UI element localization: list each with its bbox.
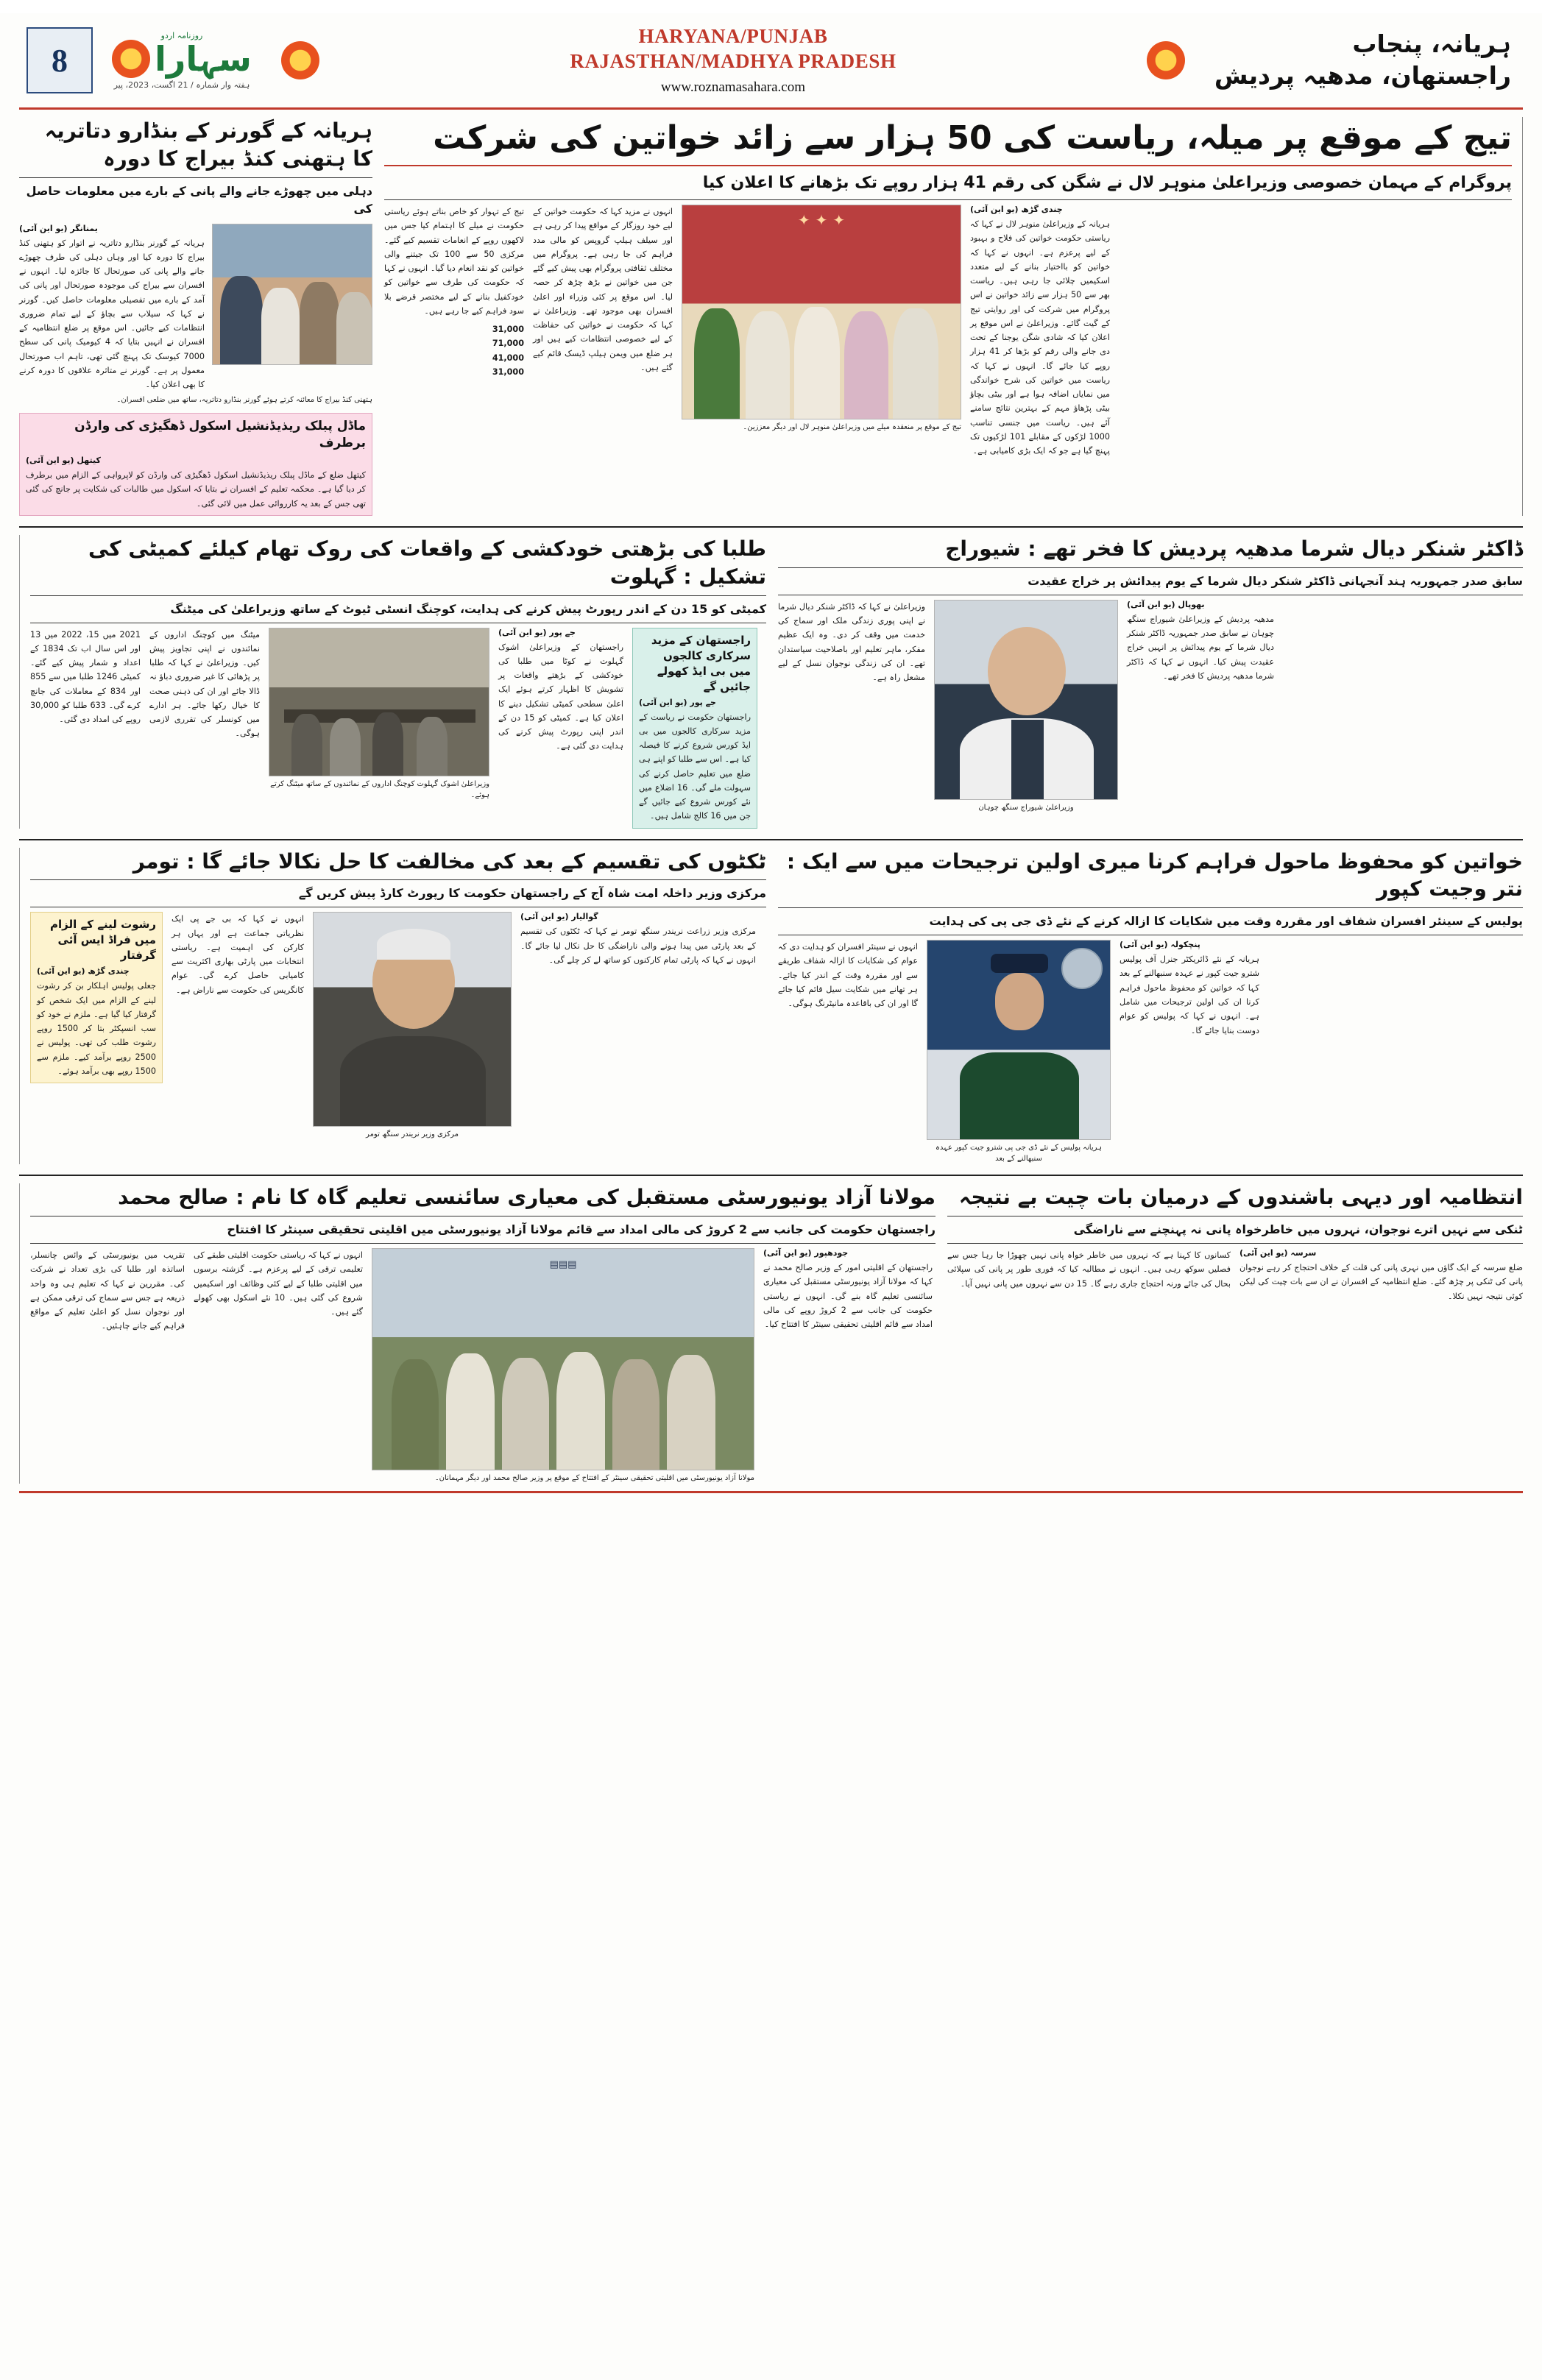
fourth-section [19, 1175, 1523, 1484]
water-text-1: ضلع سرسہ کے ایک گاؤں میں نہری پانی کی قلت کے خلاف احتجاج کر رہے نوجوان پانی کی ٹنکی پر چڑھ گئے۔ ضلع انتظامیہ کے افسران نے ان سے بات چیت کی لیکن کوئی نتیجہ نہیں نکلا۔ [1239, 1263, 1523, 1301]
tomar-subhead: مرکزی وزیر داخلہ امت شاہ آج کے راجستھان حکومت کا رپورٹ کارڈ پیش کریں گے [298, 886, 766, 901]
university-photo: ▤▤▤ [372, 1248, 754, 1470]
students-caption: وزیراعلیٰ اشوک گہلوت کوچنگ اداروں کے نمائندوں کے ساتھ میٹنگ کرتے ہوئے۔ [270, 779, 489, 799]
logo-subtitle: ہفتہ وار شمارہ / 21 اگست، 2023، پیر [113, 80, 250, 90]
panel-bed-text: راجستھان حکومت نے ریاست کے مزید سرکاری کالجوں میں بی ایڈ کورس شروع کرنے کا فیصلہ کیا ہے۔ اس سے طلبا کو اپنے ہی ضلع میں تعلیم حاصل کرنے کی سہولت ملے گی۔ 16 اضلاع میں نئے کورس شروع کیے جائیں گے جن میں 16 کالج شامل ہیں۔ [639, 712, 751, 821]
students-text-1: راجستھان کے وزیراعلیٰ اشوک گہلوت نے کوٹا میں طلبا کی خودکشی کے بڑھتے واقعات پر تشویش کا اظہار کرتے ہوئے ایک اعلیٰ سطحی کمیٹی تشکیل دینے کا اعلان کیا ہے۔ کمیٹی کو 15 دن کے اندر اپنی رپورٹ پیش کرنے کی ہدایت دی گئی ہے۔ [498, 642, 623, 751]
edition-urdu-line-2: راجستھان، مدھیہ پردیش [1214, 61, 1511, 90]
police-dateline: پنچکولہ (یو این آئی) [1120, 940, 1200, 950]
page-number: 8 [26, 27, 93, 93]
panel-si-dateline: چندی گڑھ (یو این آئی) [37, 966, 130, 977]
police-photo [927, 940, 1111, 1140]
panel-school-warden [19, 413, 372, 516]
lead-dateline: چندی گڑھ (یو این آئی) [970, 204, 1063, 214]
shivraj-photo [934, 600, 1118, 800]
lead-photo-caption: تیج کے موقع پر منعقدہ میلے میں وزیراعلیٰ منوہر لال اور دیگر معززین۔ [743, 422, 961, 431]
sun-icon-left [281, 41, 319, 79]
masthead [19, 13, 1523, 110]
article-lead [384, 117, 1523, 516]
lead-text-left: تیج کے تہوار کو خاص بناتے ہوئے ریاستی حکومت نے میلے کا اہتمام کیا جس میں لاکھوں روپے کے انعامات تقسیم کیے گئے۔ مرکزی 50 سے 100 تک جیتنے والی خواتین کو نقد انعام دیا گیا۔ انہوں نے کہا کہ حکومت کی طرف سے خواتین کو خودکفیل بنانے کے لیے مختصر قرضے بلا سود فراہم کیے جا رہے ہیں۔ [384, 206, 524, 316]
panel-bed-colleges [632, 628, 757, 829]
gov-visit-caption: ہتھنی کنڈ بیراج کا معائنہ کرتے ہوئے گورنر بنڈارو دتاتریہ، ساتھ میں ضلعی افسران۔ [116, 395, 372, 404]
panel-school-title: ماڈل پبلک ریذیڈنشیل اسکول ڈھگیڑی کی وارڈن برطرف [74, 418, 366, 451]
university-text-1: راجستھان کے اقلیتی امور کے وزیر صالح محمد نے کہا کہ مولانا آزاد یونیورسٹی مستقبل کی معیاری سائنسی تعلیم گاہ بنے گی۔ انہوں نے ریاستی حکومت کی جانب سے 2 کروڑ روپے کی مالی امداد سے قائم اقلیتی تحقیقی سینٹر کا افتتاح کیا۔ [763, 1263, 933, 1330]
police-text-1: ہریانہ کے نئے ڈائریکٹر جنرل آف پولیس شترو جیت کپور نے عہدہ سنبھالنے کے بعد کہا کہ خواتین کو محفوظ ماحول فراہم کرنا ان کی اولین ترجیحات میں شامل ہے۔ انہوں نے کہا کہ پولیس کو عوام دوست بنایا جائے گا۔ [1119, 955, 1259, 1035]
second-section [19, 526, 1523, 829]
students-photo [269, 628, 489, 776]
article-police [778, 848, 1523, 1165]
top-section [19, 117, 1523, 516]
lead-photo: ✦ ✦ ✦ [682, 205, 961, 419]
sun-icon [112, 40, 150, 78]
university-dateline: جودھپور (یو این آئی) [763, 1248, 849, 1258]
article-tomar [19, 848, 766, 1165]
panel-bed-title: راجستھان کے مزید سرکاری کالجوں میں بی ایڈ کھولے جائیں گے [651, 633, 751, 693]
police-text-2: انہوں نے سینئر افسران کو ہدایت دی کہ عوام کی شکایات کا ازالہ شفاف طریقے سے اور مقررہ وقت کے اندر کیا جائے۔ ہر تھانے میں شکایت سیل قائم کیا جائے گا اور ان کی باقاعدہ مانیٹرنگ ہوگی۔ [778, 942, 918, 1009]
water-text-2: کسانوں کا کہنا ہے کہ نہروں میں خاطر خواہ پانی نہیں چھوڑا جا رہا جس سے فصلیں سوکھ رہی ہیں۔ انہوں نے مطالبہ کیا کہ فوری طور پر پانی کی سپلائی بحال کی جائے ورنہ احتجاج جاری رہے گا۔ 15 دن سے نہروں میں پانی نہیں آیا۔ [947, 1250, 1231, 1289]
police-headline: خواتین کو محفوظ ماحول فراہم کرنا میری اولین ترجیحات میں سے ایک : نتر وجیت کپور [786, 849, 1523, 902]
tomar-caption: مرکزی وزیر نریندر سنگھ تومر [366, 1130, 459, 1139]
panel-school-dateline: کیتھل (یو این آئی) [26, 456, 101, 466]
gov-visit-photo [212, 224, 372, 365]
article-governor-visit [19, 117, 372, 516]
shivraj-subhead: سابق صدر جمہوریہ ہند آنجہانی ڈاکٹر شنکر دیال شرما کے یوم پیدائش پر خراج عقیدت [1028, 573, 1523, 588]
university-caption: مولانا آزاد یونیورسٹی میں اقلیتی تحقیقی سینٹر کے افتتاح کے موقع پر وزیر صالح محمد اور دیگر مہمانان۔ [434, 1474, 754, 1483]
lead-text-right: ہریانہ کے وزیراعلیٰ منوہر لال نے کہا کہ ریاستی حکومت خواتین کی فلاح و بہبود کے لیے پرعزم ہے۔ انہوں نے کہا کہ خواتین کو بااختیار بنانے کے لیے متعدد اسکیمیں چلائی جا رہی ہیں۔ ریاست بھر سے 50 ہزار سے زائد خواتین نے اس پروگرام میں شرکت کی اور روایتی تیج کے گیت گائے۔ وزیراعلیٰ نے اس موقع پر اعلان کیا کہ شادی شگن یوجنا کے تحت دی جانے والی رقم کو بڑھا کر 41 ہزار روپے کیا جائے گا۔ انہوں نے کہا کہ ریاست میں خواتین کی شرح خواندگی میں نمایاں اضافہ ہوا ہے اور بیٹی بچاؤ بیٹی پڑھاؤ مہم کے بہترین نتائج سامنے آئے ہیں۔ ریاست میں جنسی تناسب 1000 لڑکوں کے مقابلے 101 لڑکیوں تک پہنچ گیا ہے جو کہ ایک بڑی کامیابی ہے۔ [970, 219, 1111, 456]
gov-visit-subhead: دہلی میں چھوڑے جانے والے پانی کے بارے میں معلومات حاصل کی [26, 183, 372, 216]
edition-urdu-line-1: ہریانہ، پنجاب [1352, 29, 1511, 59]
edition-line-1: HARYANA/PUNJAB [638, 25, 828, 48]
tomar-dateline: گوالیار (یو این آئی) [520, 912, 598, 922]
shivraj-dateline: بھوپال (یو این آئی) [1127, 599, 1205, 609]
lead-text-mid: انہوں نے مزید کہا کہ حکومت خواتین کے لیے خود روزگار کے مواقع پیدا کر رہی ہے اور سیلف ہیلپ گروپس کو مالی مدد فراہم کی جا رہی ہے۔ پروگرام میں مختلف ثقافتی پروگرام بھی پیش کیے گئے جن میں خواتین نے بڑھ چڑھ کر حصہ لیا۔ اس موقع پر کئی وزراء اور اعلیٰ افسران بھی موجود تھے۔ وزیراعلیٰ نے کہا کہ حکومت نے خواتین کی حفاظت کے لیے خصوصی انتظامات کیے ہیں اور ہر ضلع میں ویمن ہیلپ ڈیسک قائم کیے گئے ہیں۔ [533, 206, 673, 372]
logo-main-text: سہارا [155, 39, 252, 79]
students-subhead: کمیٹی کو 15 دن کے اندر رپورٹ پیش کرنے کی ہدایت، کوچنگ انسٹی ٹیوٹ کے ساتھ وزیراعلیٰ کی میٹنگ [170, 601, 766, 616]
panel-si-text: جعلی پولیس اہلکار بن کر رشوت لینے کے الزام میں ایک شخص کو گرفتار کیا گیا ہے۔ ملزم نے خود کو سب انسپکٹر بتا کر 1500 روپے رشوت طلب کی تھی۔ پولیس نے 2500 روپے برآمد کیے۔ ملزم سے 1500 روپے بھی برآمد ہوئے۔ [37, 981, 156, 1077]
gov-visit-text: ہریانہ کے گورنر بنڈارو دتاتریہ نے اتوار کو ہتھنی کنڈ بیراج کا دورہ کیا اور وہاں دہلی کی طرف چھوڑے جانے والے پانی کی صورتحال کا جائزہ لیا۔ انہوں نے افسران سے بیراج کی موجودہ صورتحال اور پانی کی آمد کے بارے میں تفصیلی معلومات حاصل کیں۔ گورنر نے کہا کہ سیلاب سے بچاؤ کے لیے تمام ضروری انتظامات کیے جائیں۔ اس موقع پر ضلع انتظامیہ کے افسران نے انہیں بتایا کہ 4 کیومیک پانی کی سطح 7000 کیوسک تک پہنچ گئی تھی، تاہم اب صورتحال معمول پر ہے۔ گورنر نے متاثرہ علاقوں کا دورہ کرنے کا بھی اعلان کیا۔ [19, 238, 205, 390]
lead-headline: تیج کے موقع پر میلہ، ریاست کی 50 ہزار سے زائد خواتین کی شرکت [433, 119, 1512, 157]
third-section [19, 839, 1523, 1165]
lead-subhead: پروگرام کے مہمان خصوصی وزیراعلیٰ منوہر لال نے شگن کی رقم 41 ہزار روپے تک بڑھانے کا اعلان کیا [702, 174, 1512, 193]
university-subhead: راجستھان حکومت کی جانب سے 2 کروڑ کی مالی امداد سے قائم مولانا آزاد یونیورسٹی میں اقلیتی تحقیقی سینٹر کا افتتاح [227, 1222, 936, 1237]
tomar-text-2: انہوں نے کہا کہ بی جے پی ایک نظریاتی جماعت ہے اور یہاں ہر کارکن کی اہمیت ہے۔ ریاستی انتخابات میں پارٹی بھاری اکثریت سے کامیابی حاصل کرے گی۔ عوام کانگریس کی حکومت سے ناراض ہے۔ [171, 914, 304, 995]
shivraj-text-1: مدھیہ پردیش کے وزیراعلیٰ شیوراج سنگھ چوہان نے سابق صدر جمہوریہ ڈاکٹر شنکر دیال شرما کے یوم پیدائش پر انہیں خراج عقیدت پیش کیا۔ انہوں نے کہا کہ ڈاکٹر شرما مدھیہ پردیش کا فخر تھے۔ [1127, 614, 1274, 681]
shivraj-text-2: وزیراعلیٰ نے کہا کہ ڈاکٹر شنکر دیال شرما نے اپنی پوری زندگی ملک اور سماج کی خدمت میں وقف کر دی۔ وہ ایک عظیم مفکر، ماہر تعلیم اور باصلاحیت سیاستدان تھے۔ ان کی زندگی نوجوان نسل کے لیے مشعل راہ ہے۔ [778, 601, 925, 683]
newspaper-logo [112, 32, 252, 89]
panel-si-title: رشوت لینے کے الزام میں فراڈ ایس آئی گرفتار [50, 918, 156, 963]
tomar-photo [313, 912, 512, 1127]
gov-visit-headline: ہریانہ کے گورنر کے بنڈارو دتاتریہ کا ہتھنی کنڈ بیراج کا دورہ [44, 118, 372, 171]
panel-bed-dateline: جے پور (یو این آئی) [639, 697, 716, 707]
tomar-headline: ٹکٹوں کی تقسیم کے بعد کی مخالفت کا حل نکالا جائے گا : تومر [132, 849, 766, 874]
panel-si-arrest [30, 912, 163, 1083]
shivraj-headline: ڈاکٹر شنکر دیال شرما مدھیہ پردیش کا فخر تھے : شیوراج [945, 536, 1523, 561]
water-dateline: سرسہ (یو این آئی) [1239, 1248, 1317, 1258]
article-students [19, 535, 766, 829]
university-text-2: انہوں نے کہا کہ ریاستی حکومت اقلیتی طبقے کی تعلیمی ترقی کے لیے پرعزم ہے۔ گزشتہ برسوں میں اقلیتی طلبا کے لیے کئی وظائف اور اسکیمیں شروع کی گئی ہیں۔ 10 نئے اسکول بھی کھولے گئے ہیں۔ [194, 1250, 363, 1317]
students-dateline: جے پور (یو این آئی) [498, 627, 576, 637]
article-shivraj [778, 535, 1523, 829]
gov-visit-dateline: یمنانگر (یو این آئی) [19, 223, 98, 233]
article-university [19, 1183, 936, 1484]
website-url[interactable]: www.roznamasahara.com [660, 79, 805, 95]
footer-rule [19, 1491, 1523, 1493]
lead-figure-3: 41,000 [492, 353, 524, 363]
water-headline: انتظامیہ اور دیہی باشندوں کے درمیان بات چیت بے نتیجہ [958, 1185, 1523, 1210]
students-text-2: میٹنگ میں کوچنگ اداروں کے نمائندوں نے اپنی تجاویز پیش کیں۔ وزیراعلیٰ نے کہا کہ طلبا پر پڑھائی کا غیر ضروری دباؤ نہ ڈالا جائے اور ان کی ذہنی صحت کا خیال رکھا جائے۔ ہر ادارے میں کونسلر کی تقرری لازمی ہوگی۔ [149, 629, 260, 739]
lead-figure-1: 31,000 [492, 325, 524, 335]
article-water [947, 1183, 1523, 1484]
university-text-3: تقریب میں یونیورسٹی کے وائس چانسلر، اساتذہ اور طلبا کی بڑی تعداد نے شرکت کی۔ مقررین نے کہا کہ تعلیم ہی وہ واحد ذریعہ ہے جس سے سماج کی ترقی ممکن ہے اور نوجوان نسل کو اعلیٰ تعلیم کے مواقع فراہم کیے جانے چاہئیں۔ [30, 1250, 185, 1331]
shivraj-caption: وزیراعلیٰ شیوراج سنگھ چوہان [978, 803, 1074, 812]
logo-top-text: روزنامہ اردو [160, 31, 203, 40]
water-subhead: ٹنکی سے نہیں اترے نوجوان، نہروں میں خاطرخواہ پانی نہ پہنچنے سے ناراضگی [1073, 1222, 1523, 1237]
police-subhead: پولیس کے سینئر افسران شفاف اور مقررہ وقت میں شکایات کا ازالہ کرنے کے نئے ڈی جی پی کی ہدایت [929, 914, 1523, 929]
edition-line-2: RAJASTHAN/MADHYA PRADESH [570, 50, 896, 73]
police-caption: ہریانہ پولیس کے نئے ڈی جی پی شترو جیت کپور عہدہ سنبھالنے کے بعد [935, 1144, 1103, 1164]
panel-school-text: کیتھل ضلع کے ماڈل پبلک ریذیڈنشیل اسکول ڈھگیڑی کی وارڈن کو لاپرواہی کے الزام میں برطرف کر دیا گیا ہے۔ محکمہ تعلیم کے افسران نے بتایا کہ اسکول میں طالبات کی شکایت پر جانچ کی گئی تھی جس کے بعد یہ کارروائی عمل میں لائی گئی۔ [26, 470, 366, 509]
sun-icon-right [1147, 41, 1185, 79]
students-headline: طلبا کی بڑھتی خودکشی کے واقعات کی روک تھام کیلئے کمیٹی کی تشکیل : گہلوت [88, 536, 766, 589]
edition-header-urdu [1214, 29, 1511, 92]
tomar-text-1: مرکزی وزیر زراعت نریندر سنگھ تومر نے کہا کہ ٹکٹوں کی تقسیم کے بعد پارٹی میں پیدا ہونے والی ناراضگی کا حل نکال لیا جائے گا۔ انہوں نے کہا کہ پارٹی تمام کارکنوں کو ساتھ لے کر چلے گی۔ [520, 927, 756, 965]
university-headline: مولانا آزاد یونیورسٹی مستقبل کی معیاری سائنسی تعلیم گاہ کا نام : صالح محمد [118, 1185, 936, 1210]
lead-figure-4: 31,000 [492, 366, 524, 377]
lead-figure-2: 71,000 [492, 339, 524, 349]
edition-header [319, 24, 1147, 96]
newspaper-page [0, 13, 1542, 2380]
students-text-3: 2021 میں 15، 2022 میں 13 اور اس سال اب تک 1834 کے اعداد و شمار پیش کیے گئے۔ کمیٹی 1246 طلبا میں سے 855 اور 834 کے معاملات کی جانچ کرے گی۔ 633 طلبا کو 30,000 روپے کی امداد دی گئی۔ [30, 629, 141, 725]
